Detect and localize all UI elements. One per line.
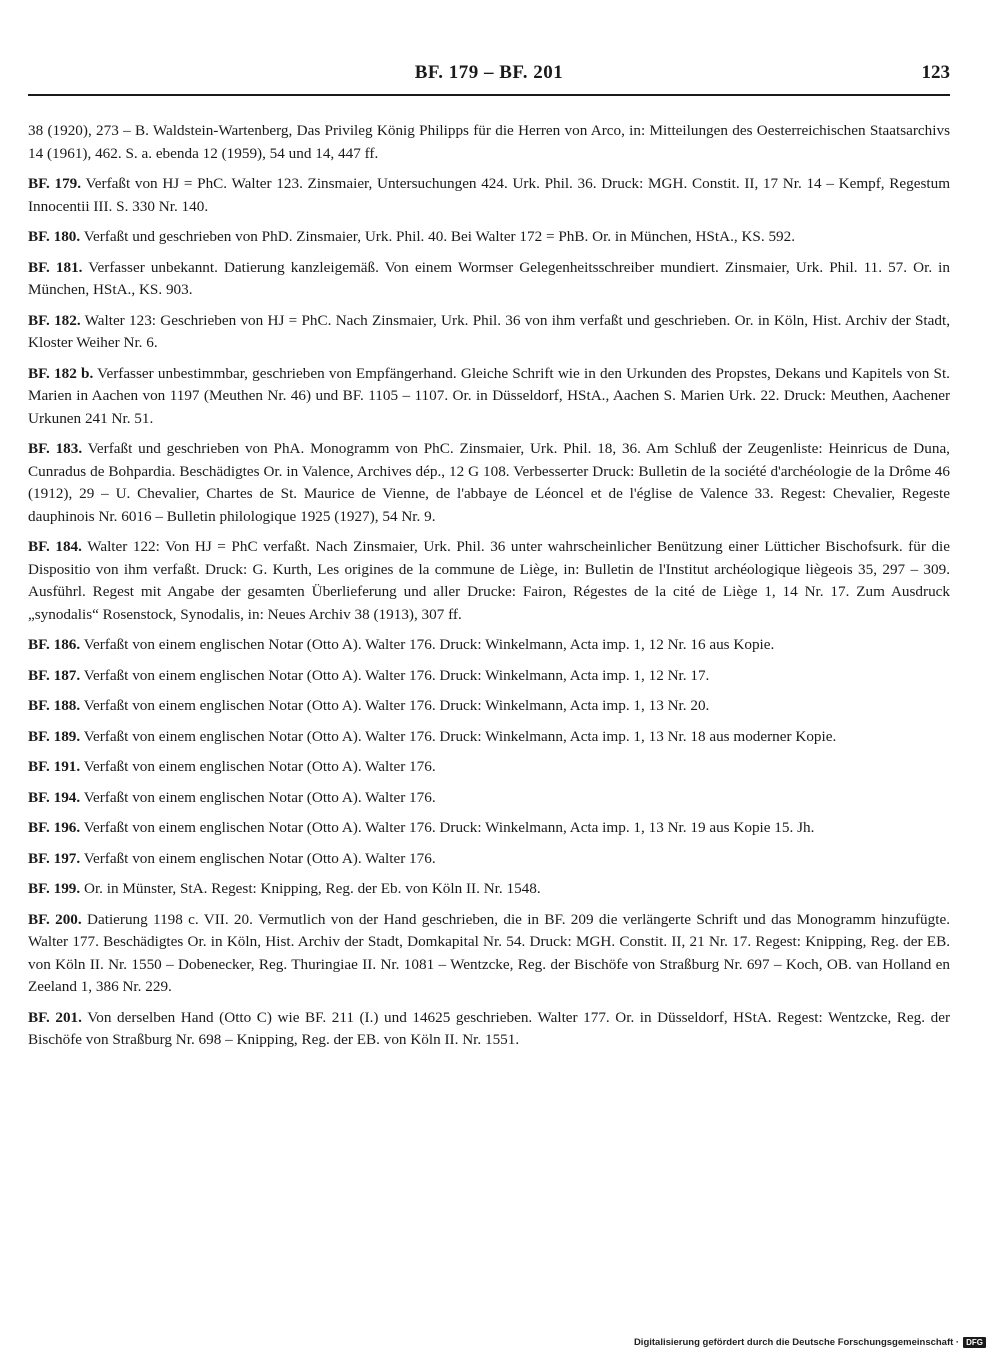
entry-text: Verfaßt von HJ = PhC. Walter 123. Zinsmaier, Untersuchungen 424. Urk. Phil. 36. Druck: MGH. Constit. II, 17 Nr. 14 – Kempf, Regestum Innocentii III. S. 330 Nr. 140. [28, 175, 951, 215]
entry-id: BF. 188. [28, 697, 81, 714]
entry-paragraph [28, 787, 950, 810]
entry-text: Verfaßt von einem englischen Notar (Otto A). Walter 176. Druck: Winkelmann, Acta imp. 1, 13 Nr. 20. [80, 697, 710, 714]
entry-text: Walter 123: Geschrieben von HJ = PhC. Nach Zinsmaier, Urk. Phil. 36 von ihm verfaßt und geschrieben. Or. in Köln, Hist. Archiv der Stadt, Kloster Weiher Nr. 6. [28, 311, 950, 351]
footer-text: Digitalisierung gefördert durch die Deutsche Forschungsgemeinschaft · [633, 1337, 960, 1348]
entry-paragraph [28, 726, 950, 749]
dfg-logo: DFG [963, 1337, 986, 1348]
entry-id: BF. 179. [28, 175, 82, 192]
entry-paragraph [28, 257, 950, 302]
entry-id: BF. 189. [28, 727, 81, 745]
entry-paragraph [28, 438, 950, 528]
entry-paragraph [28, 173, 950, 218]
entry-paragraph [28, 848, 950, 871]
entry-paragraph [28, 634, 950, 657]
entry-paragraph [28, 665, 950, 688]
entry-text: Verfaßt von einem englischen Notar (Otto A). Walter 176. [80, 758, 436, 775]
entry-id: BF. 194. [28, 788, 81, 806]
entry-id: BF. 197. [28, 849, 81, 867]
entry-text: Datierung 1198 c. VII. 20. Vermutlich von der Hand geschrieben, die in BF. 209 die verlängerte Schrift und das Monogramm hinzufügte. Walter 177. Beschädigtes Or. in Köln, Hist. Archiv der Stadt, Domkapital Nr. 54. Druck: MGH. Constit. II, 21 Nr. 17. Regest: Knipping, Reg. der EB. von Köln II. Nr. 1550 – Dobenecker, Reg. Thuringiae II. Nr. 1081 – Wentzcke, Reg. der Bischöfe von Straßburg Nr. 697 – Koch, OB. van Holland en Zeeland 1, 386 Nr. 229. [28, 910, 950, 995]
entry-text: Verfaßt von einem englischen Notar (Otto A). Walter 176. [80, 788, 436, 806]
entry-id: BF. 196. [28, 819, 81, 836]
entry-paragraph [28, 536, 950, 626]
entry-text: Verfasser unbekannt. Datierung kanzleigemäß. Von einem Wormser Gelegenheitsschreiber mundiert. Zinsmaier, Urk. Phil. 11. 57. Or. in München, HStA., KS. 903. [28, 258, 950, 298]
entry-text: Verfaßt von einem englischen Notar (Otto A). Walter 176. Druck: Winkelmann, Acta imp. 1, 12 Nr. 17. [80, 666, 710, 684]
entry-text: Verfasser unbestimmbar, geschrieben von Empfängerhand. Gleiche Schrift wie in den Urkunden des Propstes, Dekans und Kapitels von St. Marien in Aachen von 1197 (Meuthen Nr. 46) und BF. 1105 – 1107. Or. in Düsseldorf, HStA., Aachen S. Marien Urk. 22. Druck: Meuthen, Aachener Urkunen 241 Nr. 51. [28, 364, 950, 427]
page-header [28, 62, 950, 96]
entry-paragraph [28, 909, 950, 999]
entry-id: BF. 181. [28, 258, 83, 276]
entry-paragraph [28, 310, 950, 355]
entry-text: Verfaßt und geschrieben von PhA. Monogramm von PhC. Zinsmaier, Urk. Phil. 18, 36. Am Schluß der Zeugenliste: Heinricus de Duna, Cunradus de Bohpardia. Beschädigtes Or. in Valence, Archives dép., 12 G 108. Verbesserter Druck: Bulletin de la société d'archéologie de la Drôme 46 (1912), 29 – U. Chevalier, Chartes de St. Maurice de Vienne, de l'abbaye de Léoncel et de l'église de Valence 33. Regest: Chevalier, Regeste dauphinois Nr. 6016 – Bulletin philologique 1925 (1927), 54 Nr. 9. [28, 440, 950, 525]
entry-id: BF. 182. [28, 311, 81, 329]
entry-text: Von derselben Hand (Otto C) wie BF. 211 (I.) und 14625 geschrieben. Walter 177. Or. in Düsseldorf, HStA. Regest: Wentzcke, Reg. der Bischöfe von Straßburg Nr. 698 – Knipping, Reg. der EB. von Köln II. Nr. 1551. [28, 1008, 951, 1048]
entry-list [28, 173, 950, 1052]
entry-id: BF. 199. [28, 880, 81, 897]
entry-id: BF. 182 b. [28, 364, 94, 382]
page-number: 123 [921, 62, 950, 83]
continuation-paragraph: 38 (1920), 273 – B. Waldstein-Wartenberg, Das Privileg König Philipps für die Herren von Arco, in: Mitteilungen des Oesterreichischen Staatsarchivs 14 (1961), 462. S. a. ebenda 12 (1959), 54 und 14, 447 ff. [28, 122, 950, 162]
running-title: BF. 179 – BF. 201 [414, 62, 564, 83]
entry-id: BF. 183. [28, 440, 83, 457]
entry-id: BF. 180. [28, 228, 81, 245]
entry-paragraph [28, 817, 950, 840]
footer [634, 1337, 986, 1348]
entry-id: BF. 184. [28, 538, 82, 555]
entry-id: BF. 191. [28, 758, 81, 775]
entry-id: BF. 200. [28, 910, 82, 928]
entry-text: Verfaßt von einem englischen Notar (Otto A). Walter 176. [80, 849, 436, 867]
entry-id: BF. 187. [28, 666, 81, 684]
entry-text: Walter 122: Von HJ = PhC verfaßt. Nach Zinsmaier, Urk. Phil. 36 unter wahrscheinlicher Benützung einer Lütticher Bischofsurk. für die Dispositio von ihm verfaßt. Druck: G. Kurth, Les origines de la commune de Liège, in: Bulletin de l'Institut archéologique liègeois 35, 297 – 309. Ausführl. Regest mit Angabe der gesamten Überlieferung und aller Drucke: Fairon, Régestes de la cité de Liège 1, 14 Nr. 17. Zum Ausdruck „synodalis“ Rosenstock, Synodalis, in: Neues Archiv 38 (1913), 307 ff. [28, 538, 950, 623]
entry-id: BF. 201. [28, 1008, 82, 1026]
entry-text: Verfaßt von einem englischen Notar (Otto A). Walter 176. Druck: Winkelmann, Acta imp. 1, 13 Nr. 18 aus moderner Kopie. [80, 727, 837, 745]
entry-paragraph [28, 1007, 950, 1052]
entry-text: Verfaßt von einem englischen Notar (Otto A). Walter 176. Druck: Winkelmann, Acta imp. 1, 12 Nr. 16 aus Kopie. [80, 636, 775, 653]
entry-paragraph [28, 756, 950, 779]
entry-paragraph [28, 695, 950, 718]
entry-text: Or. in Münster, StA. Regest: Knipping, Reg. der Eb. von Köln II. Nr. 1548. [80, 880, 541, 897]
entry-text: Verfaßt von einem englischen Notar (Otto A). Walter 176. Druck: Winkelmann, Acta imp. 1, 13 Nr. 19 aus Kopie 15. Jh. [80, 819, 815, 836]
entry-paragraph [28, 878, 950, 901]
page-body [28, 120, 950, 1060]
entry-paragraph [28, 363, 950, 431]
entry-text: Verfaßt und geschrieben von PhD. Zinsmaier, Urk. Phil. 40. Bei Walter 172 = PhB. Or. in München, HStA., KS. 592. [80, 228, 796, 245]
entry-paragraph [28, 226, 950, 249]
entry-id: BF. 186. [28, 636, 81, 653]
